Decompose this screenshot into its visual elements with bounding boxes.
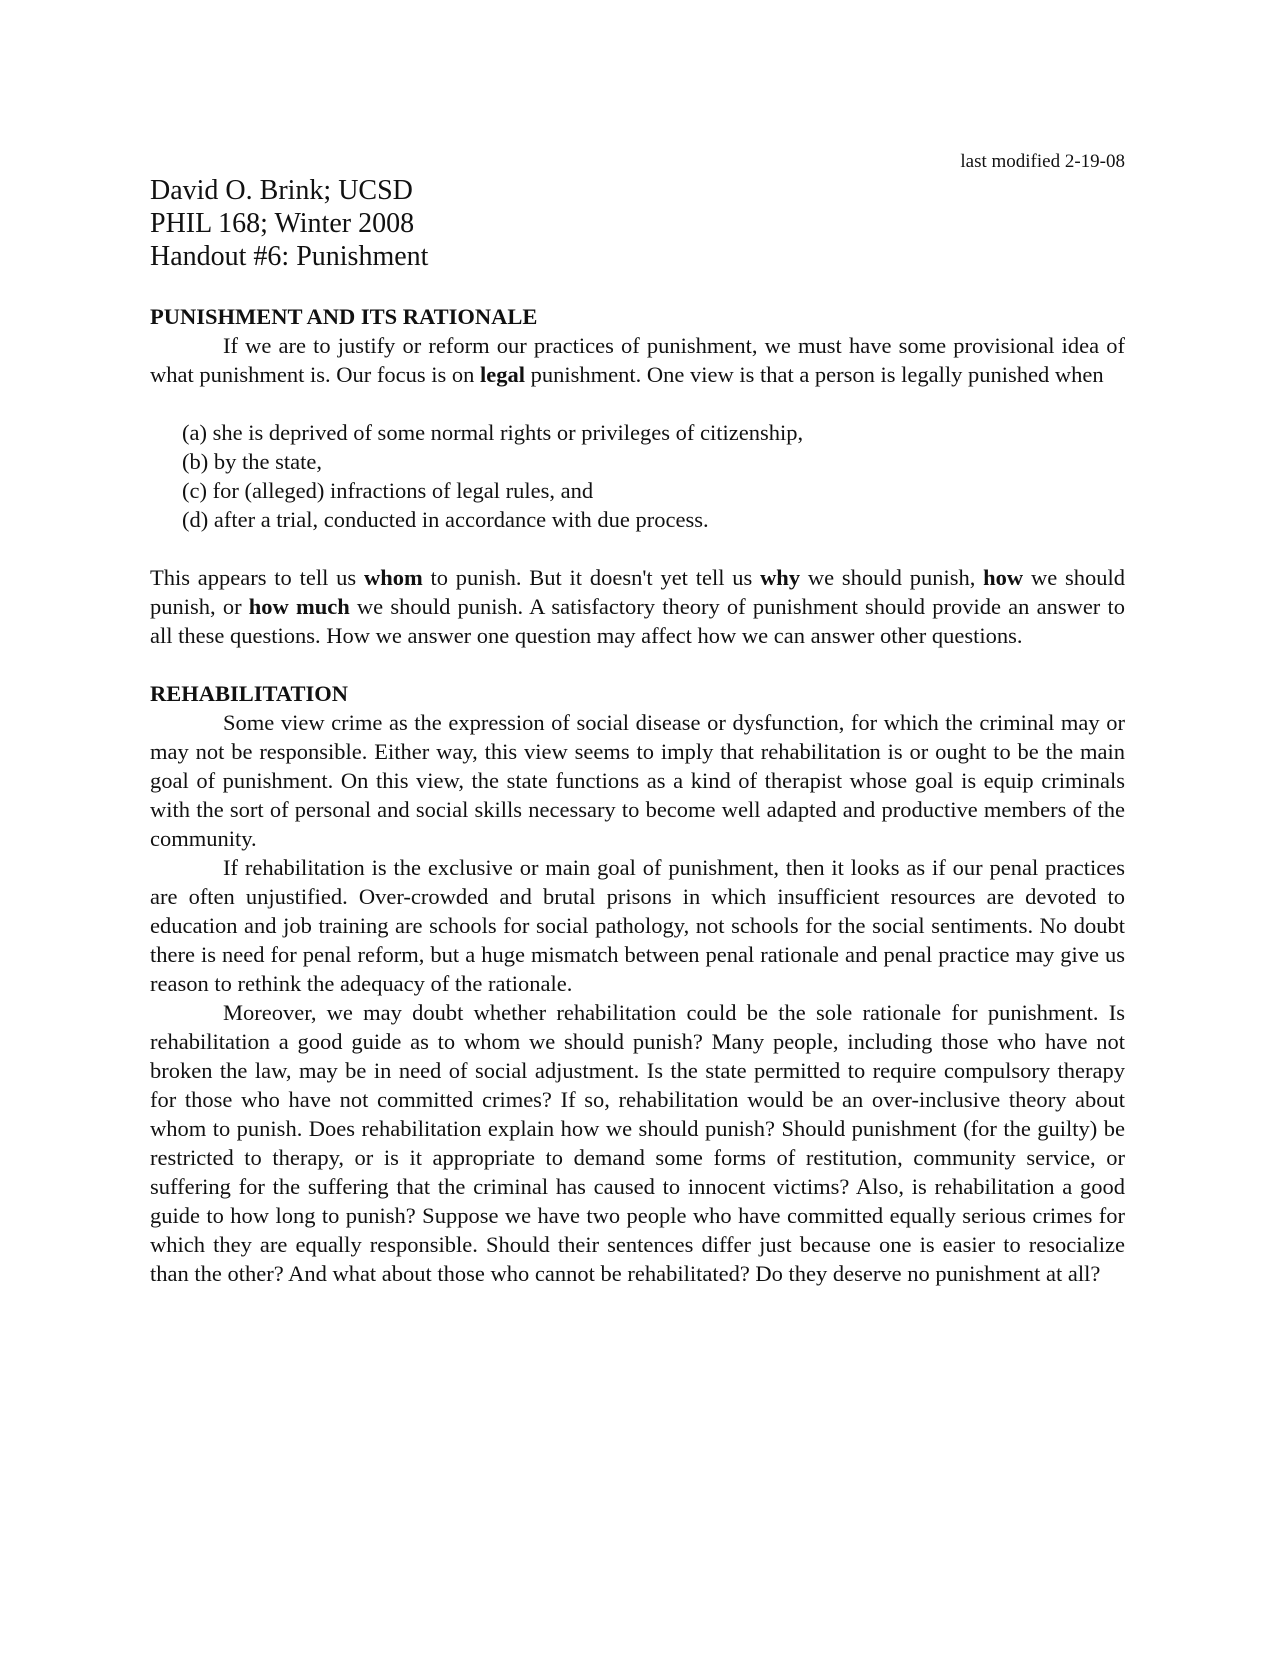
document-header	[150, 174, 1050, 273]
p2-text-c: we should punish,	[800, 565, 984, 590]
rehab-paragraph-2: If rehabilitation is the exclusive or main goal of punishment, then it looks as if our penal practices are often unjustified. Over-crowded and brutal prisons in which insufficient resources are devoted to education and job training are schools for social pathology, not schools for the social sentiments. No doubt there is need for penal reform, but a huge mismatch between penal rationale and penal practice may give us reason to rethink the adequacy of the rationale.	[150, 855, 1125, 996]
spacer	[150, 650, 1125, 679]
p2-text-e: we should punish. A satisfactory theory of punishment should provide an answer to all these questions. How we answer one question may affect how we can answer other questions.	[150, 594, 1125, 648]
section-heading-rehabilitation: REHABILITATION	[150, 681, 348, 706]
author-line: David O. Brink; UCSD	[150, 175, 413, 206]
handout-title: Handout #6: Punishment	[150, 241, 429, 272]
condition-item: (a) she is deprived of some normal rights or privileges of citizenship,	[182, 420, 804, 445]
intro-text-a: If we are to justify or reform our practices of punishment, we must have some provisional idea of what punishment is. Our focus is on	[150, 333, 1125, 387]
condition-item: (d) after a trial, conducted in accordance with due process.	[182, 507, 709, 532]
questions-paragraph	[150, 563, 1125, 650]
document-body	[150, 302, 1125, 1288]
spacer	[150, 389, 1125, 418]
rehab-paragraph-1: Some view crime as the expression of social disease or dysfunction, for which the criminal may or may not be responsible. Either way, this view seems to imply that rehabilitation is or ought to be the main goal of punishment. On this view, the state functions as a kind of therapist whose goal is equip criminals with the sort of personal and social skills necessary to become well adapted and productive members of the community.	[150, 710, 1125, 851]
condition-item: (b) by the state,	[182, 449, 322, 474]
section-heading-punishment: PUNISHMENT AND ITS RATIONALE	[150, 304, 538, 329]
last-modified-date: last modified 2-19-08	[960, 151, 1125, 172]
intro-text-b: punishment. One view is that a person is legally punished when	[524, 362, 1104, 387]
intro-paragraph	[150, 331, 1125, 389]
condition-item: (c) for (alleged) infractions of legal rules, and	[182, 478, 594, 503]
bold-why: why	[760, 565, 801, 590]
rehab-paragraph-3: Moreover, we may doubt whether rehabilitation could be the sole rationale for punishment. Is rehabilitation a good guide as to whom we should punish? Many people, including those who have not broken the law, may be in need of social adjustment. Is the state permitted to require compulsory therapy for those who have not committed crimes? If so, rehabilitation would be an over-inclusive theory about whom to punish. Does rehabilitation explain how we should punish? Should punishment (for the guilty) be restricted to therapy, or is it appropriate to demand some forms of restitution, community service, or suffering for the suffering that the criminal has caused to innocent victims? Also, is rehabilitation a good guide to how long to punish? Suppose we have two people who have committed equally serious crimes for which they are equally responsible. Should their sentences differ just because one is easier to resocialize than the other? And what about those who cannot be rehabilitated? Do they deserve no punishment at all?	[150, 1000, 1125, 1286]
bold-whom: whom	[363, 565, 423, 590]
course-line: PHIL 168; Winter 2008	[150, 208, 415, 239]
p2-text-a: This appears to tell us	[150, 565, 364, 590]
intro-bold-legal: legal	[479, 362, 525, 387]
bold-how: how	[983, 565, 1024, 590]
bold-how-much: how much	[248, 594, 350, 619]
punishment-conditions-list	[150, 418, 1125, 534]
p2-text-b: to punish. But it doesn't yet tell us	[422, 565, 761, 590]
spacer	[150, 534, 1125, 563]
p2-text-d: we should punish, or	[150, 565, 1125, 619]
